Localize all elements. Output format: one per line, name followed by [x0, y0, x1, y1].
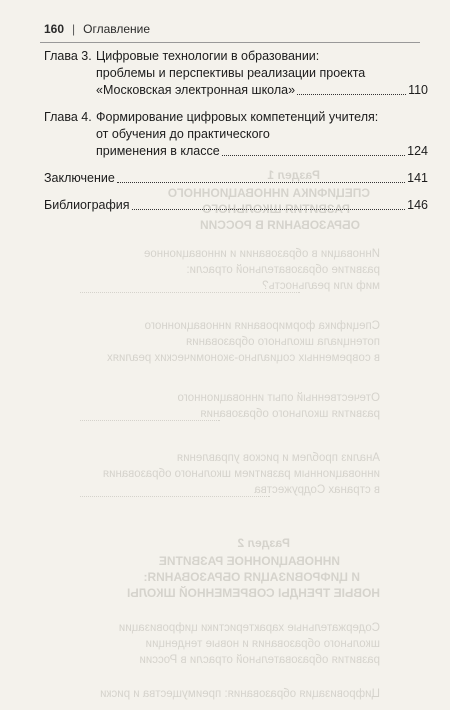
title-line: Цифровые технологии в образовании: — [96, 49, 320, 63]
dot-leader — [117, 182, 405, 183]
title-line: «Московская электронная школа» — [96, 83, 296, 97]
running-header — [44, 22, 150, 36]
header-divider — [40, 42, 420, 43]
chapter-title — [96, 109, 428, 160]
chapter-label: Глава 4. — [44, 110, 92, 124]
page-reference: 110 — [408, 83, 428, 97]
header-title: Оглавление — [83, 22, 151, 36]
title-line: Формирование цифровых компетенций учителя: — [96, 110, 379, 124]
page-number: 160 — [44, 22, 65, 36]
page-reference: 146 — [407, 198, 428, 212]
chapter-title — [96, 48, 428, 99]
dot-leader — [297, 94, 406, 95]
table-of-contents — [44, 48, 428, 224]
page-reference: 141 — [407, 171, 428, 185]
title-line: от обучения до практического — [96, 127, 270, 141]
section-title: Библиография — [44, 198, 130, 212]
dot-leader — [222, 155, 405, 156]
title-line: проблемы и перспективы реализации проекта — [96, 66, 366, 80]
header-separator: | — [72, 22, 76, 36]
section-title: Заключение — [44, 171, 115, 185]
title-last-line — [96, 143, 428, 160]
title-last-line — [96, 82, 428, 99]
toc-entry-conclusion[interactable] — [44, 170, 428, 187]
chapter-label: Глава 3. — [44, 49, 92, 63]
toc-entry-chapter-4[interactable] — [44, 109, 428, 160]
dot-leader — [132, 209, 406, 210]
toc-entry-bibliography[interactable] — [44, 197, 428, 214]
toc-entry-chapter-3[interactable] — [44, 48, 428, 99]
bleed-through-texture: Раздел 1 СПЕЦИФИКА ИННОВАЦИОННОГО РАЗВИТИЯ ШКОЛЬНОГО ОБРАЗОВАНИЯ В РОССИИ Инновации в образовании и инновационное развитие образовательной отрасли: миф или реальность? Специфика формирования инновационного потенциала школьного образования в современных социально-экономических реалиях Отечественный опыт инновационного развития школьного образования Анализ проблем и рисков управления инновационным развитием школьного образования в странах Содружества Раздел 2 ИННОВАЦИОННОЕ РАЗВИТИЕ И ЦИФРОВИЗАЦИЯ ОБРАЗОВАНИЯ: НОВЫЕ ТРЕНДЫ СОВРЕМЕННОЙ ШКОЛЫ Содержательные характеристики цифровизации школьного образования и новые тенденции развития образовательной отрасли в России Цифровизация образования: преимущества и риски — [20, 0, 440, 710]
title-line: применения в классе — [96, 144, 220, 158]
page-reference: 124 — [407, 144, 428, 158]
